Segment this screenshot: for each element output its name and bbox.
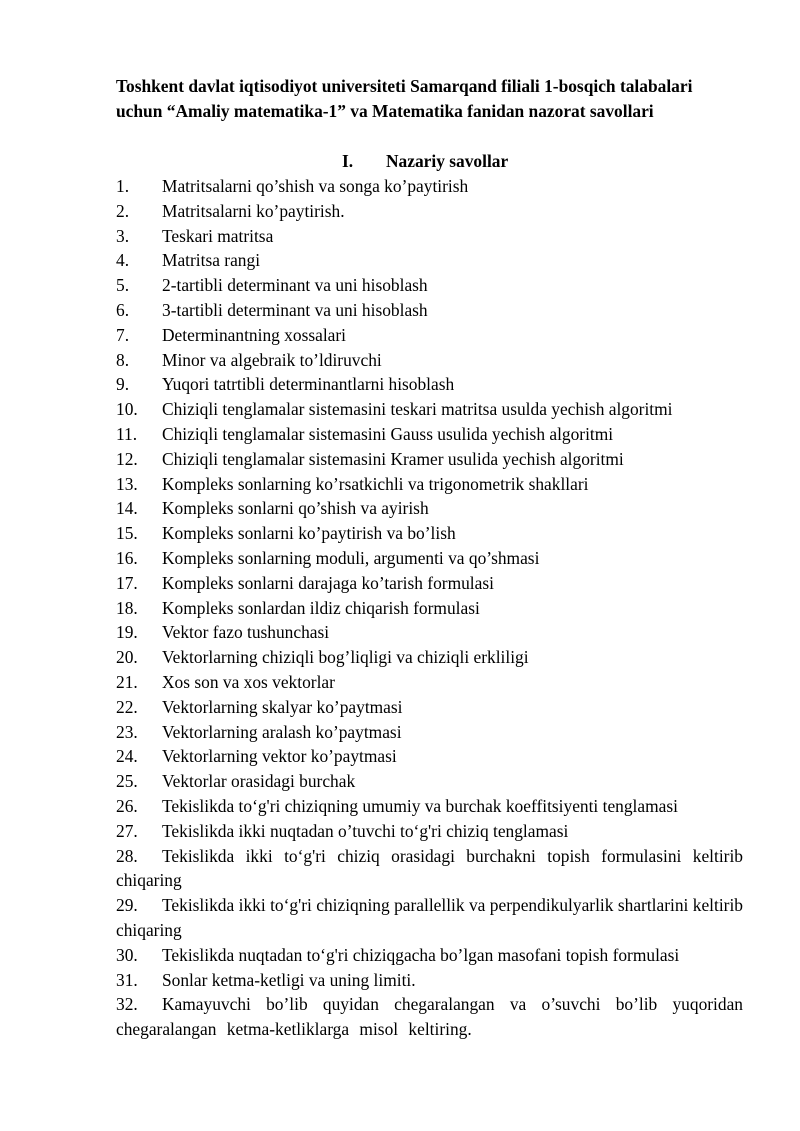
- question-item: [116, 893, 743, 943]
- question-number: 24.: [116, 746, 138, 767]
- question-number: 28.: [116, 845, 138, 866]
- question-item: [116, 992, 743, 1042]
- question-text: Chiziqli tenglamalar sistemasini Gauss usulida yechish algoritmi: [162, 423, 614, 444]
- question-text: Kompleks sonlarni darajaga ko’tarish formulasi: [162, 572, 494, 593]
- question-number: 17.: [116, 572, 138, 593]
- question-number: 25.: [116, 771, 138, 792]
- question-item: [116, 224, 743, 249]
- question-number: 4.: [116, 250, 130, 271]
- question-item: [116, 323, 743, 348]
- question-number: 21.: [116, 671, 138, 692]
- question-item: [116, 372, 743, 397]
- document-page: [116, 74, 743, 1042]
- question-number: 20.: [116, 647, 138, 668]
- question-number: 31.: [116, 969, 138, 990]
- question-text: Vektorlarning vektor ko’paytmasi: [162, 746, 397, 767]
- question-number: 30.: [116, 944, 138, 965]
- question-number: 16.: [116, 547, 138, 568]
- question-text: Kompleks sonlardan ildiz chiqarish formulasi: [162, 597, 480, 618]
- question-item: [116, 174, 743, 199]
- question-item: [116, 496, 743, 521]
- question-number: 26.: [116, 795, 138, 816]
- question-item: [116, 769, 743, 794]
- question-number: 12.: [116, 448, 138, 469]
- question-item: [116, 943, 743, 968]
- question-text: Kompleks sonlarni ko’paytirish va bo’lish: [162, 523, 456, 544]
- document-title: [116, 74, 743, 124]
- question-text: Yuqori tatrtibli determinantlarni hisoblash: [162, 374, 455, 395]
- question-text: Tekislikda ikki to‘g'ri chiziqning parallellik va perpendikulyarlik shartlarini keltirib chiqaring: [116, 895, 743, 940]
- question-item: [116, 248, 743, 273]
- question-item: [116, 695, 743, 720]
- question-text: Matritsalarni ko’paytirish.: [162, 200, 345, 221]
- question-text: 3-tartibli determinant va uni hisoblash: [162, 299, 428, 320]
- question-text: Chiziqli tenglamalar sistemasini Kramer usulida yechish algoritmi: [162, 448, 624, 469]
- document-title-line-2: uchun “Amaliy matematika-1” va Matematika fanidan nazorat savollari: [116, 101, 654, 121]
- question-number: 5.: [116, 275, 130, 296]
- question-item: [116, 298, 743, 323]
- question-number: 6.: [116, 299, 130, 320]
- question-item: [116, 571, 743, 596]
- question-number: 32.: [116, 994, 138, 1015]
- question-text: Vektorlarning chiziqli bog’liqligi va chiziqli erkliligi: [162, 647, 529, 668]
- section-title: Nazariy savollar: [386, 151, 509, 171]
- question-text: Sonlar ketma-ketligi va uning limiti.: [162, 969, 416, 990]
- question-text: 2-tartibli determinant va uni hisoblash: [162, 275, 428, 296]
- question-number: 19.: [116, 622, 138, 643]
- question-text: Kompleks sonlarning ko’rsatkichli va trigonometrik shakllari: [162, 473, 589, 494]
- question-item: [116, 596, 743, 621]
- question-item: [116, 447, 743, 472]
- question-item: [116, 670, 743, 695]
- question-item: [116, 720, 743, 745]
- question-number: 9.: [116, 374, 130, 395]
- question-text: Chiziqli tenglamalar sistemasini teskari matritsa usulda yechish algoritmi: [162, 399, 673, 420]
- question-number: 11.: [116, 423, 138, 444]
- question-text: Tekislikda ikki to‘g'ri chiziq orasidagi burchakni topish formulasini keltirib chiqaring: [116, 845, 743, 891]
- question-item: [116, 348, 743, 373]
- question-text: Kamayuvchi bo’lib quyidan chegaralangan va o’suvchi bo’lib yuqoridan chegaralangan ketma-ketliklarga misol keltiring.: [116, 994, 743, 1040]
- question-text: Matritsalarni qo’shish va songa ko’paytirish: [162, 176, 469, 196]
- question-text: Tekislikda nuqtadan to‘g'ri chiziqgacha bo’lgan masofani topish formulasi: [162, 944, 680, 965]
- question-item: [116, 273, 743, 298]
- question-text: Vektorlarning aralash ko’paytmasi: [162, 721, 402, 742]
- question-item: [116, 397, 743, 422]
- question-text: Kompleks sonlarni qo’shish va ayirish: [162, 498, 429, 519]
- question-number: 13.: [116, 473, 138, 494]
- question-number: 3.: [116, 225, 130, 246]
- question-number: 27.: [116, 820, 138, 841]
- question-text: Vektorlar orasidagi burchak: [162, 771, 356, 792]
- question-text: Xos son va xos vektorlar: [162, 671, 335, 692]
- question-text: Kompleks sonlarning moduli, argumenti va qo’shmasi: [162, 547, 540, 568]
- question-item: [116, 844, 743, 894]
- question-number: 29.: [116, 895, 138, 916]
- question-number: 1.: [116, 176, 130, 196]
- question-number: 7.: [116, 324, 130, 345]
- question-item: [116, 645, 743, 670]
- question-item: [116, 744, 743, 769]
- question-text: Tekislikda to‘g'ri chiziqning umumiy va burchak koeffitsiyenti tenglamasi: [162, 795, 678, 816]
- question-text: Vektorlarning skalyar ko’paytmasi: [162, 696, 403, 717]
- question-text: Vektor fazo tushunchasi: [162, 622, 330, 643]
- question-text: Determinantning xossalari: [162, 324, 347, 345]
- question-item: [116, 794, 743, 819]
- question-item: [116, 521, 743, 546]
- question-number: 2.: [116, 200, 130, 221]
- question-item: [116, 819, 743, 844]
- question-text: Teskari matritsa: [162, 225, 274, 246]
- question-item: [116, 472, 743, 497]
- section-number: I.: [342, 151, 354, 171]
- question-number: 18.: [116, 597, 138, 618]
- question-number: 15.: [116, 523, 138, 544]
- question-text: Matritsa rangi: [162, 250, 261, 271]
- question-text: Minor va algebraik to’ldiruvchi: [162, 349, 382, 370]
- question-number: 22.: [116, 696, 138, 717]
- question-item: [116, 199, 743, 224]
- question-number: 10.: [116, 399, 138, 420]
- question-item: [116, 546, 743, 571]
- question-number: 14.: [116, 498, 138, 519]
- question-text: Tekislikda ikki nuqtadan o’tuvchi to‘g'ri chiziq tenglamasi: [162, 820, 569, 841]
- section-heading: [116, 149, 743, 174]
- question-number: 23.: [116, 721, 138, 742]
- document-title-line-1: Toshkent davlat iqtisodiyot universiteti Samarqand filiali 1-bosqich talabalari: [116, 76, 693, 96]
- question-item: [116, 422, 743, 447]
- question-item: [116, 620, 743, 645]
- questions-list: [116, 174, 743, 1042]
- question-item: [116, 968, 743, 993]
- question-number: 8.: [116, 349, 130, 370]
